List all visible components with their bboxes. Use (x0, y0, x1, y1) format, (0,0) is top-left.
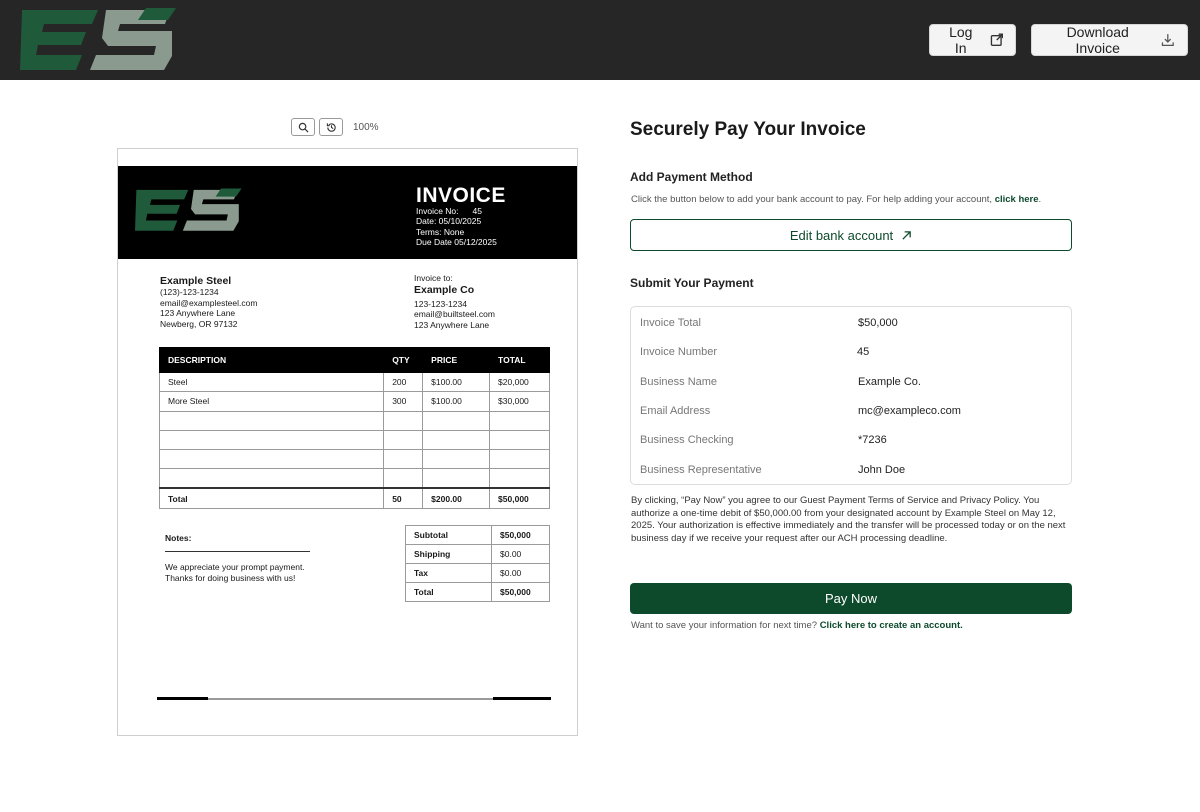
invoice-due-date: Due Date 05/12/2025 (416, 237, 497, 248)
column-header: TOTAL (490, 348, 550, 373)
table-total-row (160, 488, 550, 508)
detail-value: *7236 (858, 434, 887, 446)
table-row (406, 545, 550, 564)
line-items-table (159, 347, 550, 509)
buyer-address: 123 Anywhere Lane (414, 319, 490, 330)
zoom-button[interactable] (291, 118, 315, 136)
viewer-toolbar (291, 118, 379, 136)
table-row (160, 373, 550, 392)
cell: Subtotal (406, 526, 492, 545)
edit-bank-account-button[interactable] (630, 219, 1072, 251)
invoice-terms: Terms: None (416, 226, 465, 237)
help-text-end: . (1038, 194, 1042, 205)
table-row (406, 526, 550, 545)
invoice-document (117, 148, 578, 736)
company-logo[interactable] (20, 8, 184, 74)
invoice-to (414, 273, 495, 330)
invoice-notes (165, 533, 310, 583)
detail-value: mc@exampleco.com (858, 405, 961, 417)
help-text: Click the button below to add your bank account to pay. For help adding your account, (631, 194, 993, 205)
cell (490, 411, 550, 430)
buyer-phone: 123-123-1234 (414, 298, 467, 309)
cell (490, 450, 550, 469)
table-header-row (160, 348, 550, 373)
cell (160, 469, 384, 488)
seller-email: email@examplesteel.com (160, 297, 258, 308)
detail-label: Invoice Number (640, 346, 718, 358)
cell (490, 430, 550, 449)
cell: $0.00 (492, 545, 550, 564)
invoice-from (160, 276, 257, 329)
cell: 200 (384, 373, 423, 392)
cell: More Steel (160, 392, 384, 411)
invoice-title: INVOICE (416, 184, 506, 207)
detail-value: 45 (857, 346, 870, 358)
table-row (160, 450, 550, 469)
arrow-up-right-icon (901, 230, 912, 241)
cell (423, 450, 490, 469)
notes-label: Notes: (165, 533, 310, 552)
detail-label: Business Name (640, 376, 718, 388)
create-account-link[interactable]: Click here to create an account. (819, 620, 963, 631)
buyer-name: Example Co (414, 284, 475, 297)
submit-payment-heading: Submit Your Payment (630, 276, 754, 290)
cell (384, 411, 423, 430)
invoice-meta (416, 206, 497, 248)
table-row (406, 564, 550, 583)
pay-now-button[interactable]: Pay Now (630, 583, 1072, 614)
detail-label: Email Address (640, 405, 711, 417)
add-payment-method-heading: Add Payment Method (630, 170, 753, 184)
create-account-prompt (631, 620, 963, 631)
cell: Total (160, 488, 384, 508)
login-label: Log In (949, 24, 973, 56)
detail-label: Business Representative (640, 464, 762, 476)
cell: $50,000 (490, 488, 550, 508)
column-header: DESCRIPTION (160, 348, 384, 373)
cell: $50,000 (492, 583, 550, 602)
detail-value: $50,000 (858, 317, 898, 329)
cell (423, 430, 490, 449)
invoice-date: Date: 05/10/2025 (416, 216, 482, 227)
cell: 50 (384, 488, 423, 508)
cell: $100.00 (423, 392, 490, 411)
cell (384, 430, 423, 449)
totals-table (405, 525, 550, 602)
cell: $200.00 (423, 488, 490, 508)
cell: $50,000 (492, 526, 550, 545)
add-payment-help-text (631, 194, 1041, 205)
seller-address-2: Newberg, OR 97132 (160, 318, 238, 329)
invoice-number: 45 (472, 206, 482, 216)
cell: 300 (384, 392, 423, 411)
detail-label: Invoice Total (640, 317, 701, 329)
cell: $30,000 (490, 392, 550, 411)
cell: Steel (160, 373, 384, 392)
column-header: QTY (384, 348, 423, 373)
column-header: PRICE (423, 348, 490, 373)
cell (160, 411, 384, 430)
cell (160, 450, 384, 469)
reset-zoom-button[interactable] (319, 118, 343, 136)
cell (384, 450, 423, 469)
top-bar (0, 0, 1200, 80)
invoice-number-label: Invoice No: (416, 206, 459, 216)
payment-consent-text: By clicking, “Pay Now” you agree to our Guest Payment Terms of Service and Privacy Policy. You authorize a one-time debit of $50,000.00 from your designated account by Example Steel on May 12, 2025. Your authorization is effective immediately and the transfer will be processed today or on the next business day if we receive your request after our ACH processing deadline. (631, 495, 1066, 544)
cell (160, 430, 384, 449)
click-here-link[interactable]: click here (994, 194, 1039, 205)
notes-line-2: Thanks for doing business with us! (165, 572, 296, 583)
notes-line-1: We appreciate your prompt payment. (165, 562, 305, 573)
external-link-icon (990, 33, 1003, 47)
cell: $20,000 (490, 373, 550, 392)
invoice-to-label: Invoice to: (414, 273, 453, 283)
cell (423, 469, 490, 488)
cell: Total (406, 583, 492, 602)
download-invoice-button[interactable] (1031, 24, 1188, 56)
detail-label: Business Checking (640, 434, 734, 446)
invoice-header-banner (118, 166, 577, 259)
buyer-email: email@builtsteel.com (414, 309, 495, 320)
invoice-footer-rule (157, 698, 551, 700)
detail-value: Example Co. (858, 376, 921, 388)
seller-name: Example Steel (160, 275, 232, 287)
search-icon (298, 122, 309, 133)
cell: Tax (406, 564, 492, 583)
download-label: Download Invoice (1066, 24, 1129, 56)
payment-details-card (630, 306, 1072, 485)
table-row (160, 411, 550, 430)
table-row (406, 583, 550, 602)
cell (490, 469, 550, 488)
cell: Shipping (406, 545, 492, 564)
login-button[interactable] (929, 24, 1016, 56)
invoice-logo (135, 188, 247, 234)
table-row (160, 392, 550, 411)
page-title: Securely Pay Your Invoice (630, 119, 866, 140)
history-icon (326, 122, 337, 133)
edit-bank-label: Edit bank account (789, 227, 894, 243)
seller-address-1: 123 Anywhere Lane (160, 308, 236, 319)
detail-value: John Doe (858, 464, 906, 476)
table-row (160, 469, 550, 488)
table-row (160, 430, 550, 449)
cell (384, 469, 423, 488)
download-icon (1161, 33, 1175, 47)
cell: $0.00 (492, 564, 550, 583)
zoom-level: 100% (353, 121, 379, 133)
save-info-text: Want to save your information for next time? (631, 620, 818, 631)
cell (423, 411, 490, 430)
cell: $100.00 (423, 373, 490, 392)
seller-phone: (123)-123-1234 (160, 287, 219, 298)
